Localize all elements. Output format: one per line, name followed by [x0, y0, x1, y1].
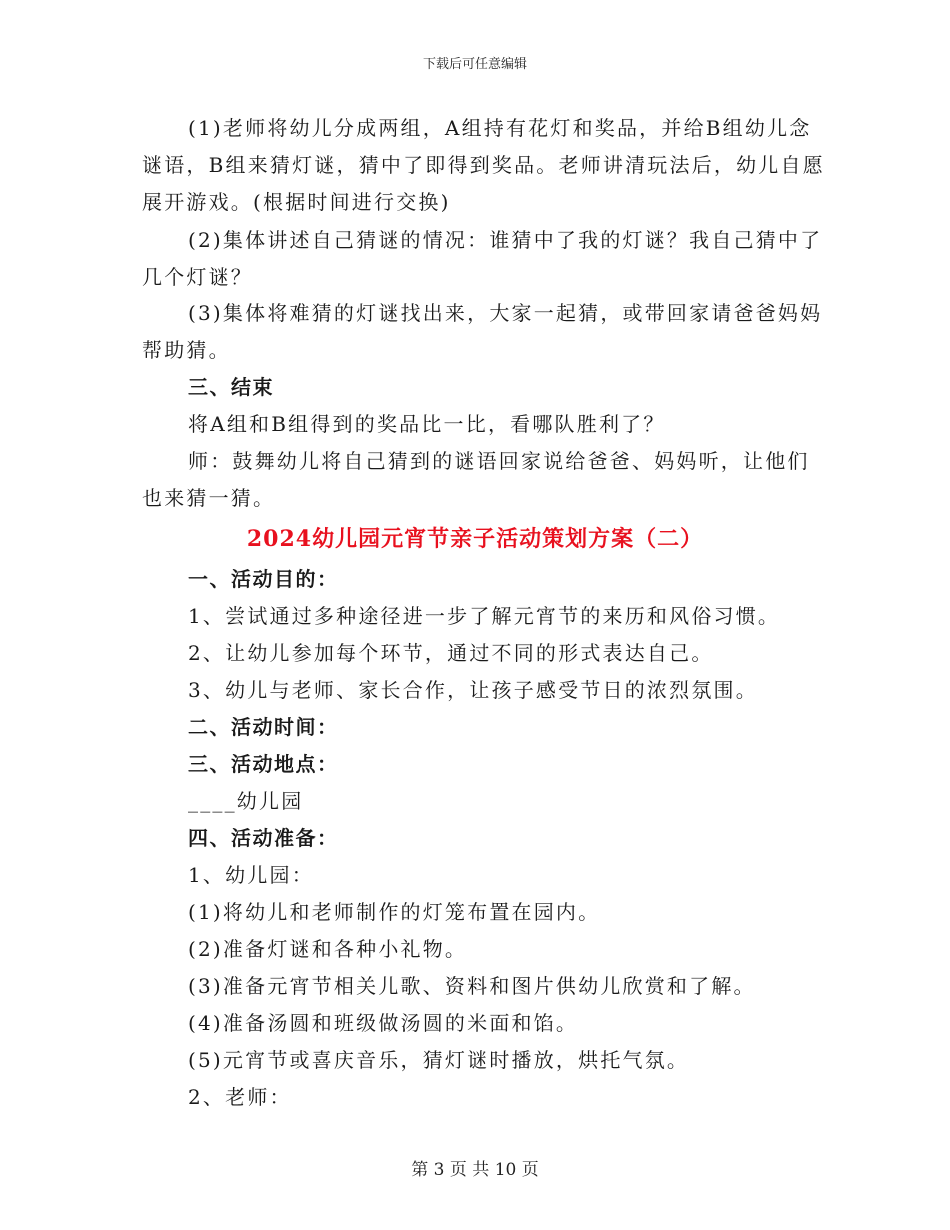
- list-item: (2)准备灯谜和各种小礼物。: [188, 937, 468, 961]
- paragraph-line: (2)集体讲述自己猜谜的情况：谁猜中了我的灯谜？我自己猜中了: [188, 228, 823, 252]
- paragraph-line: (3)集体将难猜的灯谜找出来，大家一起猜，或带回家请爸爸妈妈: [188, 301, 823, 325]
- list-item: (1)将幼儿和老师制作的灯笼布置在园内。: [188, 900, 601, 924]
- section-heading: 一、活动目的：: [188, 567, 339, 591]
- page-header: 下载后可任意编辑: [422, 57, 527, 72]
- paragraph-line: 展开游戏。(根据时间进行交换): [142, 190, 451, 214]
- section-heading: 二、活动时间：: [188, 715, 339, 739]
- list-item: 1、尝试通过多种途径进一步了解元宵节的来历和风俗习惯。: [188, 604, 781, 628]
- page-footer: 第 3 页 共 10 页: [411, 1160, 539, 1180]
- paragraph-line: 将A组和B组得到的奖品比一比，看哪队胜利了？: [188, 412, 666, 436]
- section-heading: 四、活动准备：: [188, 826, 339, 850]
- list-item: (5)元宵节或喜庆音乐，猜灯谜时播放，烘托气氛。: [188, 1048, 690, 1072]
- paragraph-line: 帮助猜。: [142, 338, 231, 362]
- paragraph-line: ____幼儿园: [188, 789, 304, 813]
- paragraph-line: 几个灯谜？: [142, 265, 253, 289]
- paragraph-line: (1)老师将幼儿分成两组，A组持有花灯和奖品，并给B组幼儿念: [188, 116, 812, 140]
- paragraph-line: 师：鼓舞幼儿将自己猜到的谜语回家说给爸爸、妈妈听，让他们: [188, 449, 810, 473]
- document-title: 2024幼儿园元宵节亲子活动策划方案（二）: [246, 526, 704, 552]
- list-item: (4)准备汤圆和班级做汤圆的米面和馅。: [188, 1011, 579, 1035]
- list-item: 2、让幼儿参加每个环节，通过不同的形式表达自己。: [188, 641, 714, 665]
- list-item: 3、幼儿与老师、家长合作，让孩子感受节日的浓烈氛围。: [188, 678, 758, 702]
- section-heading: 三、结束: [188, 375, 274, 399]
- list-item: 2、老师：: [188, 1085, 292, 1109]
- section-heading: 三、活动地点：: [188, 752, 339, 776]
- paragraph-line: 谜语，B组来猜灯谜，猜中了即得到奖品。老师讲清玩法后，幼儿自愿: [142, 153, 825, 177]
- paragraph-line: 也来猜一猜。: [142, 486, 276, 510]
- list-item: 1、幼儿园：: [188, 863, 314, 887]
- list-item: (3)准备元宵节相关儿歌、资料和图片供幼儿欣赏和了解。: [188, 974, 756, 998]
